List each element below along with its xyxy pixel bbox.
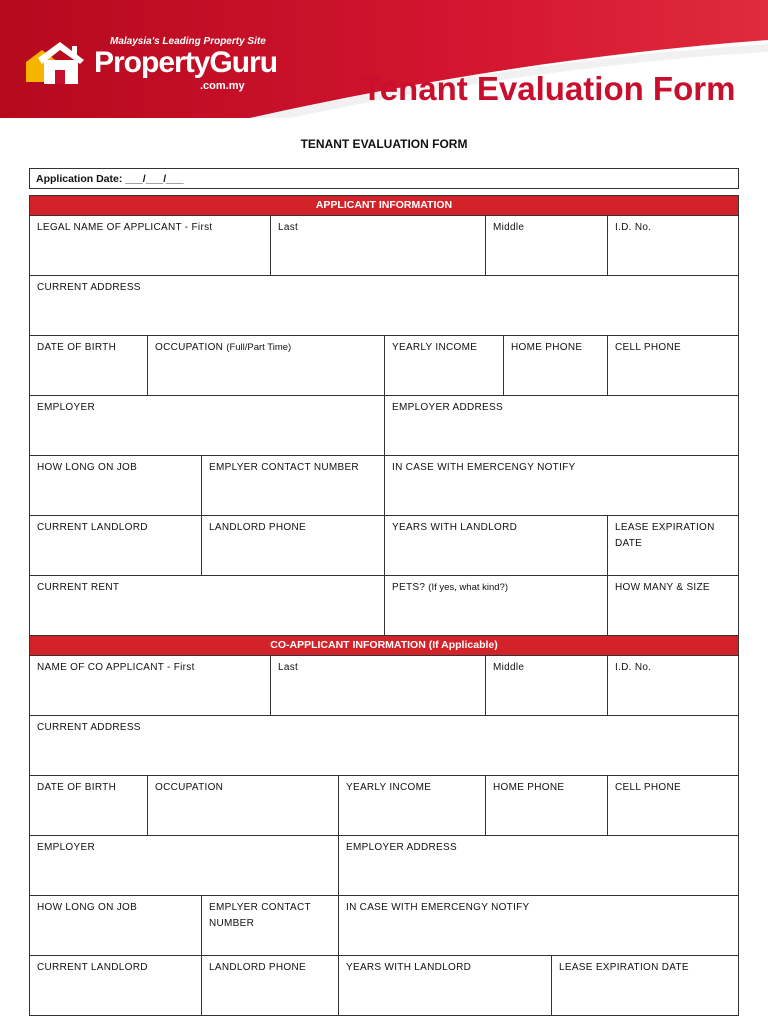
field-label: LEASE EXPIRATION DATE — [615, 522, 715, 549]
field-label: EMPLOYER — [37, 402, 95, 413]
house-logo-icon — [22, 38, 92, 90]
applicant-employer-contact-field[interactable] — [202, 456, 385, 516]
field-label: CURRENT LANDLORD — [37, 962, 148, 973]
field-label: I.D. No. — [615, 222, 652, 233]
applicant-middle-name-field[interactable] — [486, 216, 608, 276]
applicant-first-name-field[interactable] — [30, 216, 271, 276]
application-date-field[interactable]: Application Date: ___/___/___ — [29, 168, 739, 189]
applicant-occupation-field[interactable] — [148, 336, 385, 396]
co-applicant-id-field[interactable] — [608, 656, 739, 716]
applicant-home-phone-field[interactable] — [504, 336, 608, 396]
field-label: YEARS WITH LANDLORD — [346, 962, 472, 973]
field-label: HOME PHONE — [493, 782, 565, 793]
applicant-yearly-income-field[interactable] — [385, 336, 504, 396]
logo-domain: .com.my — [200, 80, 245, 92]
logo-wordmark — [94, 46, 277, 80]
field-label: Middle — [493, 662, 525, 673]
co-applicant-first-name-field[interactable] — [30, 656, 271, 716]
applicant-cell-phone-field[interactable] — [608, 336, 739, 396]
applicant-id-field[interactable] — [608, 216, 739, 276]
page-header — [0, 0, 768, 118]
field-label: Last — [278, 222, 299, 233]
co-applicant-cell-phone-field[interactable] — [608, 776, 739, 836]
field-label: HOW LONG ON JOB — [37, 902, 138, 913]
field-note: (If yes, what kind?) — [428, 582, 509, 593]
field-label: LANDLORD PHONE — [209, 962, 306, 973]
applicant-emergency-contact-field[interactable] — [385, 456, 739, 516]
applicant-current-landlord-field[interactable] — [30, 516, 202, 576]
field-label: HOME PHONE — [511, 342, 583, 353]
field-label: LEGAL NAME OF APPLICANT - First — [37, 222, 213, 233]
applicant-current-rent-field[interactable] — [30, 576, 385, 636]
logo-wordmark-guru: Guru — [209, 46, 278, 79]
field-label: HOW LONG ON JOB — [37, 462, 138, 473]
co-applicant-yearly-income-field[interactable] — [339, 776, 486, 836]
field-label: LANDLORD PHONE — [209, 522, 306, 533]
co-applicant-occupation-field[interactable] — [148, 776, 339, 836]
field-label: IN CASE WITH EMERCENGY NOTIFY — [392, 462, 576, 473]
field-label: Middle — [493, 222, 525, 233]
applicant-employer-address-field[interactable] — [385, 396, 739, 456]
applicant-lease-expiration-field[interactable] — [608, 516, 739, 576]
field-label: EMPLYER CONTACT NUMBER — [209, 902, 311, 929]
co-applicant-dob-field[interactable] — [30, 776, 148, 836]
field-label: CELL PHONE — [615, 782, 681, 793]
field-label: CURRENT LANDLORD — [37, 522, 148, 533]
co-applicant-section-header: CO-APPLICANT INFORMATION (If Applicable) — [30, 636, 739, 656]
applicant-last-name-field[interactable] — [271, 216, 486, 276]
co-applicant-middle-name-field[interactable] — [486, 656, 608, 716]
co-applicant-how-long-on-job-field[interactable] — [30, 896, 202, 956]
applicant-pets-field[interactable] — [385, 576, 608, 636]
applicant-how-long-on-job-field[interactable] — [30, 456, 202, 516]
co-applicant-emergency-contact-field[interactable] — [339, 896, 739, 956]
co-applicant-employer-address-field[interactable] — [339, 836, 739, 896]
field-label: NAME OF CO APPLICANT - First — [37, 662, 195, 673]
co-applicant-employer-contact-field[interactable] — [202, 896, 339, 956]
field-label: EMPLOYER ADDRESS — [392, 402, 503, 413]
field-label: LEASE EXPIRATION DATE — [559, 962, 689, 973]
field-label: CURRENT ADDRESS — [37, 722, 141, 733]
field-label: YEARLY INCOME — [346, 782, 432, 793]
co-applicant-landlord-phone-field[interactable] — [202, 956, 339, 1016]
logo-tagline: Malaysia's Leading Property Site — [110, 36, 266, 47]
field-label: EMPLOYER — [37, 842, 95, 853]
field-label: OCCUPATION — [155, 782, 224, 793]
field-label: DATE OF BIRTH — [37, 782, 117, 793]
applicant-section-header: APPLICANT INFORMATION — [30, 196, 739, 216]
logo-wordmark-property: Property — [94, 46, 210, 79]
applicant-dob-field[interactable] — [30, 336, 148, 396]
field-label: EMPLOYER ADDRESS — [346, 842, 457, 853]
field-note: (Full/Part Time) — [226, 342, 292, 353]
field-label: PETS? — [392, 582, 426, 593]
field-label: CELL PHONE — [615, 342, 681, 353]
header-title: Tenant Evaluation Form — [362, 70, 736, 107]
applicant-years-with-landlord-field[interactable] — [385, 516, 608, 576]
co-applicant-lease-expiration-field[interactable] — [552, 956, 739, 1016]
field-label: IN CASE WITH EMERCENGY NOTIFY — [346, 902, 530, 913]
propertyguru-logo[interactable] — [22, 30, 278, 92]
field-label: HOW MANY & SIZE — [615, 582, 710, 593]
co-applicant-last-name-field[interactable] — [271, 656, 486, 716]
field-label: I.D. No. — [615, 662, 652, 673]
field-label: Last — [278, 662, 299, 673]
field-label: OCCUPATION — [155, 342, 224, 353]
applicant-employer-field[interactable] — [30, 396, 385, 456]
field-label: YEARLY INCOME — [392, 342, 478, 353]
field-label: CURRENT RENT — [37, 582, 120, 593]
co-applicant-home-phone-field[interactable] — [486, 776, 608, 836]
applicant-landlord-phone-field[interactable] — [202, 516, 385, 576]
field-label: EMPLYER CONTACT NUMBER — [209, 462, 359, 473]
co-applicant-employer-field[interactable] — [30, 836, 339, 896]
form-title: TENANT EVALUATION FORM — [300, 137, 468, 151]
co-applicant-current-address-field[interactable] — [30, 716, 739, 776]
applicant-pets-how-many-field[interactable] — [608, 576, 739, 636]
applicant-information-table — [29, 195, 739, 1016]
applicant-current-address-field[interactable] — [30, 276, 739, 336]
field-label: YEARS WITH LANDLORD — [392, 522, 518, 533]
field-label: CURRENT ADDRESS — [37, 282, 141, 293]
co-applicant-current-landlord-field[interactable] — [30, 956, 202, 1016]
field-label: DATE OF BIRTH — [37, 342, 117, 353]
co-applicant-years-with-landlord-field[interactable] — [339, 956, 552, 1016]
